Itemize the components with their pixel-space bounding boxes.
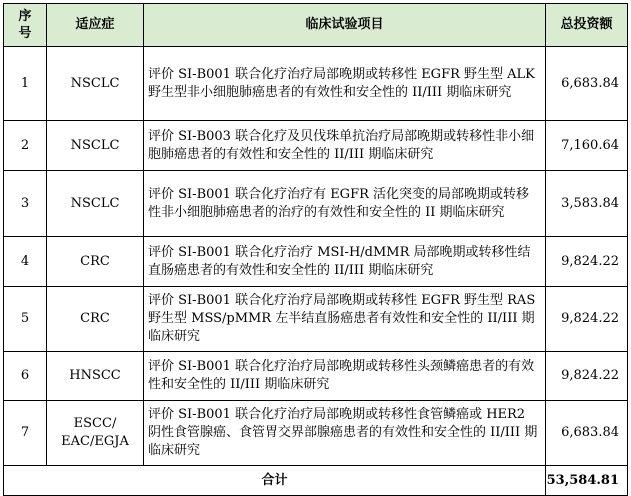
row-indication: NSCLC (47, 47, 144, 121)
investment-table (3, 3, 628, 496)
row-amount: 9,824.22 (546, 287, 628, 352)
row-amount: 6,683.84 (546, 47, 628, 121)
row-amount: 9,824.22 (546, 352, 628, 401)
row-project: 评价 SI-B001 联合化疗治疗 MSI-H/dMMR 局部晚期或转移性结直肠癌患者的有效性和安全性的 II/III 期临床研究 (144, 237, 546, 287)
row-index: 5 (4, 287, 47, 352)
row-indication: CRC (47, 237, 144, 287)
row-index: 2 (4, 121, 47, 171)
row-project: 评价 SI-B001 联合化疗治疗局部晚期或转移性食管鳞癌或 HER2 阴性食管腺癌、食管胃交界部腺癌患者的有效性和安全性的 II/III 期临床研究 (144, 401, 546, 466)
row-project: 评价 SI-B001 联合化疗治疗局部晚期或转移性 EGFR 野生型 RAS 野生型 MSS/pMMR 左半结直肠癌患者有效性和安全性的 II/III 期临床研究 (144, 287, 546, 352)
row-indication: NSCLC (47, 171, 144, 237)
total-row (4, 466, 628, 496)
table-row (4, 352, 628, 401)
table-row (4, 287, 628, 352)
table-row (4, 121, 628, 171)
table-row (4, 47, 628, 121)
row-amount: 7,160.64 (546, 121, 628, 171)
row-project: 评价 SI-B001 联合化疗治疗局部晚期或转移性头颈鳞癌患者的有效性和安全性的 II/III 期临床研究 (144, 352, 546, 401)
row-project: 评价 SI-B001 联合化疗治疗有 EGFR 活化突变的局部晚期或转移性非小细胞肺癌患者的治疗的有效性和安全性的 II 期临床研究 (144, 171, 546, 237)
table-row (4, 237, 628, 287)
row-amount: 6,683.84 (546, 401, 628, 466)
total-amount: 53,584.81 (546, 466, 628, 496)
header-amount: 总投资额 (546, 4, 628, 47)
row-index: 4 (4, 237, 47, 287)
row-amount: 9,824.22 (546, 237, 628, 287)
table-row (4, 401, 628, 466)
row-indication: HNSCC (47, 352, 144, 401)
header-index-line1: 序 (18, 9, 32, 24)
header-index-line2: 号 (18, 26, 32, 41)
row-project: 评价 SI-B003 联合化疗及贝伐珠单抗治疗局部晚期或转移性非小细胞肺癌患者的有效性和安全性的 II/III 期临床研究 (144, 121, 546, 171)
header-project: 临床试验项目 (144, 4, 546, 47)
row-indication: ESCC/ EAC/EGJA (47, 401, 144, 466)
total-label: 合计 (4, 466, 546, 496)
row-indication: CRC (47, 287, 144, 352)
row-project: 评价 SI-B001 联合化疗治疗局部晚期或转移性 EGFR 野生型 ALK 野生型非小细胞肺癌患者的有效性和安全性的 II/III 期临床研究 (144, 47, 546, 121)
table-row (4, 171, 628, 237)
row-index: 6 (4, 352, 47, 401)
row-index: 3 (4, 171, 47, 237)
header-index (4, 4, 47, 47)
row-index: 1 (4, 47, 47, 121)
header-indication: 适应症 (47, 4, 144, 47)
row-index: 7 (4, 401, 47, 466)
row-amount: 3,583.84 (546, 171, 628, 237)
header-row (4, 4, 628, 47)
row-indication: NSCLC (47, 121, 144, 171)
